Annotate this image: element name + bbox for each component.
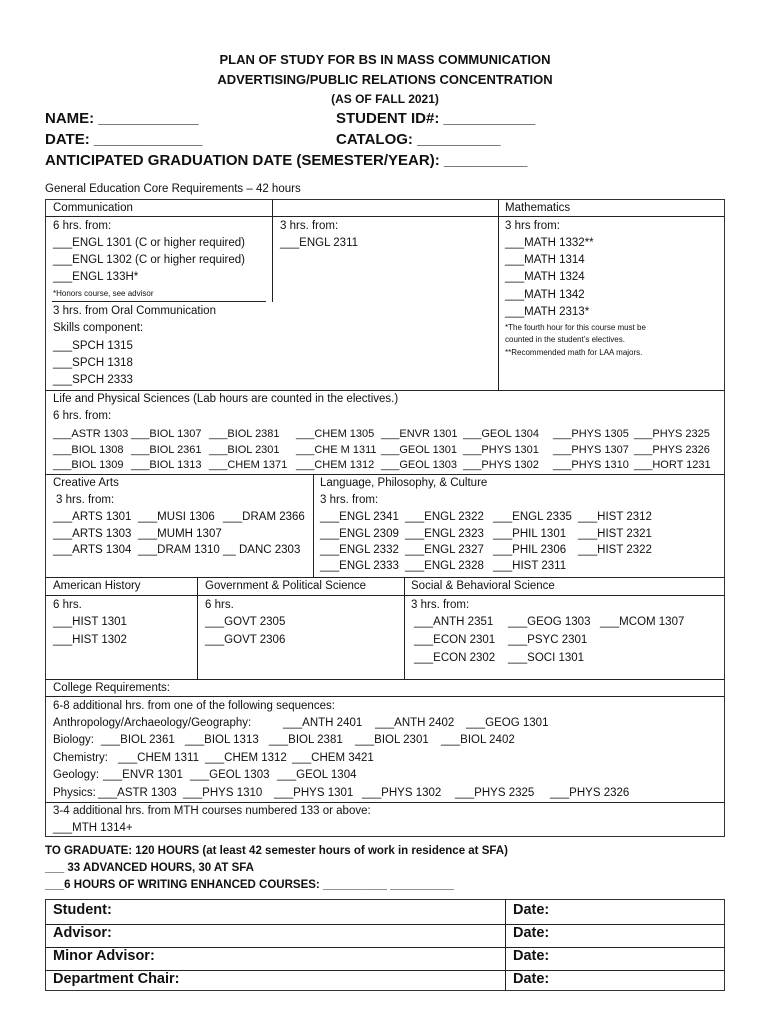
sequence-course: ___BIOL 1313 [185, 734, 259, 746]
science-course: ___CHEM 1305 [296, 428, 375, 440]
social-science-heading: Social & Behavioral Science [411, 580, 555, 592]
core-requirements-title: General Education Core Requirements – 42 hours [45, 183, 301, 195]
science-course: ___PHYS 1305 [553, 428, 629, 440]
social-science-course: ___ECON 2301 [414, 634, 496, 646]
course-math-1324: ___MATH 1324 [505, 271, 585, 283]
science-course: ___ASTR 1303 [53, 428, 129, 440]
sequence-course: ___PHYS 1302 [362, 787, 442, 799]
student-id-field: STUDENT ID#: ___________ [336, 110, 536, 127]
course-govt-2305: ___GOVT 2305 [205, 616, 286, 628]
math-note-2: counted in the student’s electives. [505, 335, 625, 344]
sequence-course: ___BIOL 2381 [269, 734, 343, 746]
language-course: ___ENGL 2332 [320, 544, 399, 556]
creative-arts-course: ___DRAM 2366 [223, 511, 305, 523]
language-course: ___ENGL 2322 [405, 511, 484, 523]
name-field: NAME: ____________ [45, 110, 199, 127]
language-course: ___HIST 2321 [578, 528, 652, 540]
language-course: ___ENGL 2323 [405, 528, 484, 540]
title-line-1: PLAN OF STUDY FOR BS IN MASS COMMUNICATION [219, 52, 551, 67]
course-mth-1314: ___MTH 1314+ [53, 822, 133, 834]
course-engl-133h: ___ENGL 133H* [53, 271, 139, 283]
social-science-course: ___SOCI 1301 [508, 652, 585, 664]
date-field: DATE: _____________ [45, 131, 203, 148]
science-course: ___CHEM 1312 [296, 459, 375, 471]
title-line-2: ADVERTISING/PUBLIC RELATIONS CONCENTRATION [217, 72, 553, 87]
course-math-1342: ___MATH 1342 [505, 289, 585, 301]
oral-communication-line-2: Skills component: [53, 322, 144, 334]
language-course: ___ENGL 2309 [320, 528, 399, 540]
american-history-heading: American History [53, 580, 141, 592]
course-hist-1302: ___HIST 1302 [53, 634, 127, 646]
language-course: ___ENGL 2328 [405, 560, 484, 572]
language-course: ___HIST 2311 [493, 560, 567, 572]
science-course: ___PHYS 1301 [463, 444, 539, 456]
course-spch-2333: ___SPCH 2333 [53, 374, 133, 386]
creative-arts-course: ___MUSI 1306 [138, 511, 215, 523]
course-engl-1302: ___ENGL 1302 (C or higher required) [53, 254, 245, 266]
course-math-2313: ___MATH 2313* [505, 306, 590, 318]
sequence-course: ___ENVR 1301 [103, 769, 183, 781]
signature-date-label: Date: [513, 902, 550, 918]
communication-heading: Communication [53, 202, 133, 214]
sequence-course: ___CHEM 1311 [118, 752, 199, 764]
signature-label: Minor Advisor: [53, 948, 155, 964]
signature-label: Advisor: [53, 925, 112, 941]
language-heading: Language, Philosophy, & Culture [320, 477, 488, 489]
signature-label: Department Chair: [53, 971, 180, 987]
sequence-course: ___GEOG 1301 [466, 717, 549, 729]
communication-from-1: 6 hrs. from: [53, 220, 112, 232]
science-course: ___GEOL 1301 [381, 444, 458, 456]
catalog-field: CATALOG: __________ [336, 131, 501, 148]
course-govt-2306: ___GOVT 2306 [205, 634, 286, 646]
signature-label: Student: [53, 902, 112, 918]
language-course: ___ENGL 2335 [493, 511, 572, 523]
creative-arts-course: ___MUMH 1307 [138, 528, 222, 540]
science-from: 6 hrs. from: [53, 410, 112, 422]
science-course: ___BIOL 1308 [53, 444, 124, 456]
sequence-course: ___CHEM 3421 [292, 752, 374, 764]
course-math-1314: ___MATH 1314 [505, 254, 585, 266]
science-heading: Life and Physical Sciences (Lab hours are counted in the electives.) [53, 393, 399, 405]
science-course: ___GEOL 1303 [381, 459, 458, 471]
course-engl-1301: ___ENGL 1301 (C or higher required) [53, 237, 245, 249]
science-course: ___CHE M 1311 [296, 444, 377, 456]
language-course: ___HIST 2322 [578, 544, 652, 556]
signature-row-divider [45, 947, 725, 948]
sequence-label: Biology: [53, 734, 94, 746]
science-course: ___GEOL 1304 [463, 428, 540, 440]
course-hist-1301: ___HIST 1301 [53, 616, 127, 628]
signature-date-label: Date: [513, 948, 550, 964]
signature-date-label: Date: [513, 925, 550, 941]
honors-note: *Honors course, see advisor [53, 289, 154, 298]
science-course: ___PHYS 2325 [634, 428, 710, 440]
language-course: ___ENGL 2327 [405, 544, 484, 556]
language-from: 3 hrs. from: [320, 494, 379, 506]
creative-arts-course: ___DRAM 1310 [138, 544, 220, 556]
american-history-from: 6 hrs. [53, 599, 82, 611]
creative-arts-course: ___ARTS 1304 [53, 544, 132, 556]
sequence-course: ___BIOL 2361 [101, 734, 175, 746]
science-course: ___CHEM 1371 [209, 459, 288, 471]
science-course: ___BIOL 2301 [209, 444, 280, 456]
language-course: ___PHIL 1301 [493, 528, 567, 540]
science-course: ___PHYS 2326 [634, 444, 710, 456]
social-science-course: ___PSYC 2301 [508, 634, 588, 646]
sequence-label: Chemistry: [53, 752, 108, 764]
signature-row-divider [45, 970, 725, 971]
science-course: ___BIOL 2361 [131, 444, 202, 456]
sequence-label: Physics: [53, 787, 96, 799]
signature-date-label: Date: [513, 971, 550, 987]
social-science-course: ___MCOM 1307 [600, 616, 685, 628]
sequence-course: ___BIOL 2301 [355, 734, 429, 746]
college-intro: 6-8 additional hrs. from one of the following sequences: [53, 700, 335, 712]
sequence-course: ___GEOL 1303 [190, 769, 270, 781]
sequence-course: ___CHEM 1312 [205, 752, 287, 764]
creative-arts-course: ___ARTS 1301 [53, 511, 132, 523]
graduate-line-1: TO GRADUATE: 120 HOURS (at least 42 semester hours of work in residence at SFA) [45, 845, 508, 857]
social-science-course: ___ECON 2302 [414, 652, 496, 664]
creative-arts-heading: Creative Arts [53, 477, 119, 489]
sequence-course: ___PHYS 1301 [274, 787, 354, 799]
oral-communication-line-1: 3 hrs. from Oral Communication [53, 305, 216, 317]
course-spch-1318: ___SPCH 1318 [53, 357, 133, 369]
language-course: ___HIST 2312 [578, 511, 652, 523]
graduate-line-2: ___ 33 ADVANCED HOURS, 30 AT SFA [45, 862, 254, 874]
math-note-1: *The fourth hour for this course must be [505, 323, 646, 332]
college-requirements-heading: College Requirements: [53, 682, 170, 694]
science-course: ___HORT 1231 [634, 459, 711, 471]
creative-arts-course: ___ARTS 1303 [53, 528, 132, 540]
sequence-course: ___ANTH 2401 [283, 717, 363, 729]
course-engl-2311: ___ENGL 2311 [280, 237, 359, 249]
mathematics-from: 3 hrs from: [505, 220, 560, 232]
science-course: ___PHYS 1302 [463, 459, 539, 471]
language-course: ___ENGL 2333 [320, 560, 399, 572]
signature-row-divider [45, 924, 725, 925]
sequence-course: ___ANTH 2402 [375, 717, 455, 729]
sequence-course: ___BIOL 2402 [441, 734, 515, 746]
science-course: ___ENVR 1301 [381, 428, 458, 440]
government-from: 6 hrs. [205, 599, 234, 611]
social-science-course: ___ANTH 2351 [414, 616, 494, 628]
sequence-course: ___PHYS 1310 [183, 787, 263, 799]
creative-arts-course: __ DANC 2303 [223, 544, 301, 556]
sequence-label: Geology: [53, 769, 100, 781]
course-math-1332: ___MATH 1332** [505, 237, 594, 249]
language-course: ___ENGL 2341 [320, 511, 399, 523]
science-course: ___BIOL 1307 [131, 428, 202, 440]
communication-from-2: 3 hrs. from: [280, 220, 339, 232]
graduate-line-3: ___6 HOURS OF WRITING ENHANCED COURSES: __________ __________ [45, 879, 455, 891]
science-course: ___PHYS 1307 [553, 444, 629, 456]
sequence-course: ___ASTR 1303 [98, 787, 177, 799]
mth-requirement: 3-4 additional hrs. from MTH courses numbered 133 or above: [53, 805, 371, 817]
title-line-3: (AS OF FALL 2021) [331, 92, 439, 106]
social-science-from: 3 hrs. from: [411, 599, 470, 611]
mathematics-heading: Mathematics [505, 202, 571, 214]
sequence-course: ___GEOL 1304 [277, 769, 357, 781]
math-note-3: **Recommended math for LAA majors. [505, 348, 643, 357]
course-spch-1315: ___SPCH 1315 [53, 340, 133, 352]
sequence-course: ___PHYS 2326 [550, 787, 630, 799]
social-science-course: ___GEOG 1303 [508, 616, 591, 628]
language-course: ___PHIL 2306 [493, 544, 567, 556]
science-course: ___BIOL 2381 [209, 428, 280, 440]
sequence-label: Anthropology/Archaeology/Geography: [53, 717, 252, 729]
graduation-date-field: ANTICIPATED GRADUATION DATE (SEMESTER/YEAR): __________ [45, 152, 528, 169]
sequence-course: ___PHYS 2325 [455, 787, 535, 799]
government-heading: Government & Political Science [205, 580, 367, 592]
science-course: ___PHYS 1310 [553, 459, 629, 471]
science-course: ___BIOL 1309 [53, 459, 124, 471]
science-course: ___BIOL 1313 [131, 459, 202, 471]
creative-arts-from: 3 hrs. from: [56, 494, 115, 506]
